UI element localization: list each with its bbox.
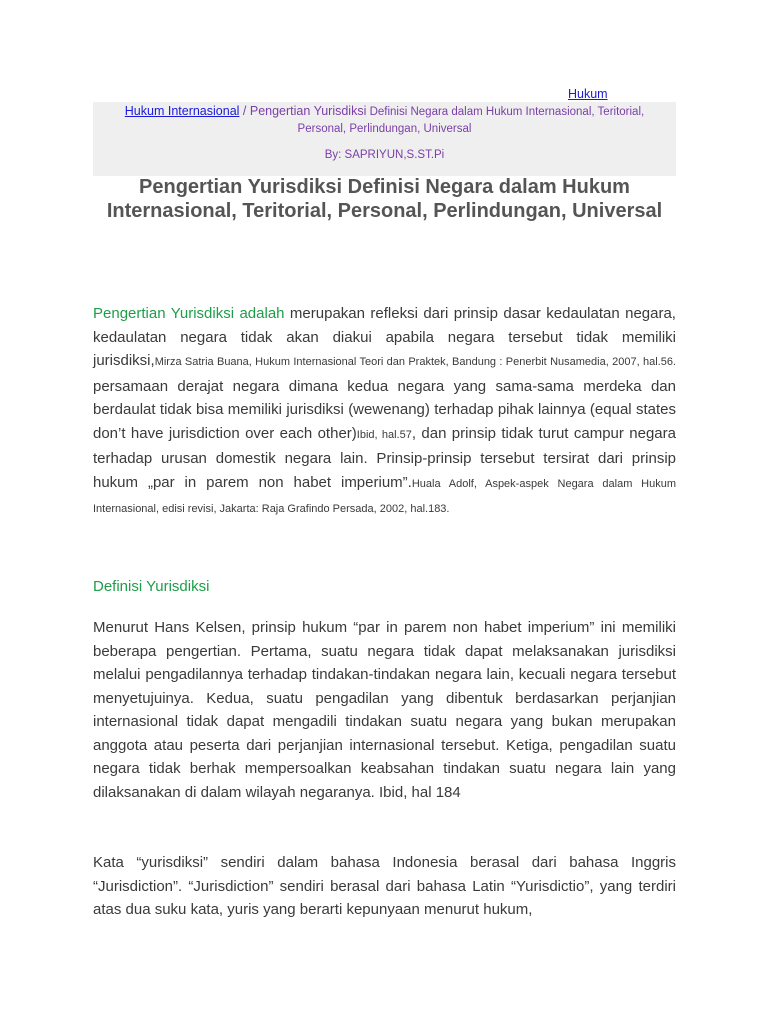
paragraph-etymology: Kata “yurisdiksi” sendiri dalam bahasa Indonesia berasal dari bahasa Inggris “Jurisdiction”. “Jurisdiction” sendiri berasal dari bahasa Latin “Yurisdictio”, yang terdiri atas dua suku kata, yuris yang berarti kepunyaan menurut hukum, (93, 854, 676, 918)
breadcrumb-link-hukum-internasional[interactable]: Hukum Internasional (124, 104, 240, 118)
intro-lead: Pengertian Yurisdiksi adalah (93, 305, 285, 322)
section-heading-definisi: Definisi Yurisdiksi (93, 578, 210, 595)
intro-text-3: , dan prinsip tidak turut campur negara terhadap urusan domestik negara lain. Prinsip-prinsip tersebut tersirat dari prinsip hukum „par in parem non habet imperium”. (93, 424, 676, 491)
breadcrumb-separator: / (239, 104, 250, 118)
article-header (93, 102, 676, 176)
article-title: Pengertian Yurisdiksi Definisi Negara dalam Hukum Internasional, Teritorial, Personal, Perlindungan, Universal (106, 176, 663, 222)
paragraph-kelsen: Menurut Hans Kelsen, prinsip hukum “par in parem non habet imperium” ini memiliki beberapa pengertian. Pertama, suatu negara tidak dapat melaksanakan jurisdiksi melalui pengadilannya terhadap tindakan-tindakan negara lain, kecuali negara tersebut menyetujuinya. Kedua, suatu pengadilan yang dibentuk berdasarkan perjanjian internasional tidak dapat mengadili tindakan suatu negara yang bukan merupakan anggota atau peserta dari perjanjian internasional tersebut. Ketiga, pengadilan suatu negara tidak berhak mempersoalkan keabsahan tindakan suatu negara lain yang dilaksanakan di dalam wilayah negaranya. Ibid, hal 184 (93, 619, 676, 801)
paragraph-intro (93, 302, 676, 522)
intro-text-2: persamaan derajat negara dimana kedua negara yang sama-sama merdeka dan berdaulat tidak bisa memiliki jurisdiksi (wewenang) terhadap pihak lainnya (equal states don’t have jurisdiction over each other) (93, 377, 676, 442)
footnote-2: Ibid, hal.57 (356, 428, 412, 441)
footnote-1: Mirza Satria Buana, Hukum Internasional Teori dan Praktek, Bandung : Penerbit Nusamedia, 2007, hal.56. (154, 356, 676, 368)
breadcrumb-current: Pengertian Yurisdiksi (249, 104, 367, 118)
footnote-3: Huala Adolf, Aspek-aspek Negara dalam Hukum Internasional, edisi revisi, Jakarta: Raja Grafindo Persada, 2002, hal.183. (93, 477, 677, 515)
breadcrumb-description: Definisi Negara dalam Hukum Internasional, Teritorial, Personal, Perlindungan, Universal (297, 106, 645, 135)
breadcrumb (105, 102, 665, 137)
top-category-link[interactable]: Hukum (568, 87, 608, 101)
author-byline: By: SAPRIYUN,S.ST.Pi (324, 149, 445, 161)
intro-text-1: merupakan refleksi dari prinsip dasar kedaulatan negara, kedaulatan negara tidak akan diakui apabila negara tersebut tidak memiliki jurisdiksi, (93, 305, 676, 369)
